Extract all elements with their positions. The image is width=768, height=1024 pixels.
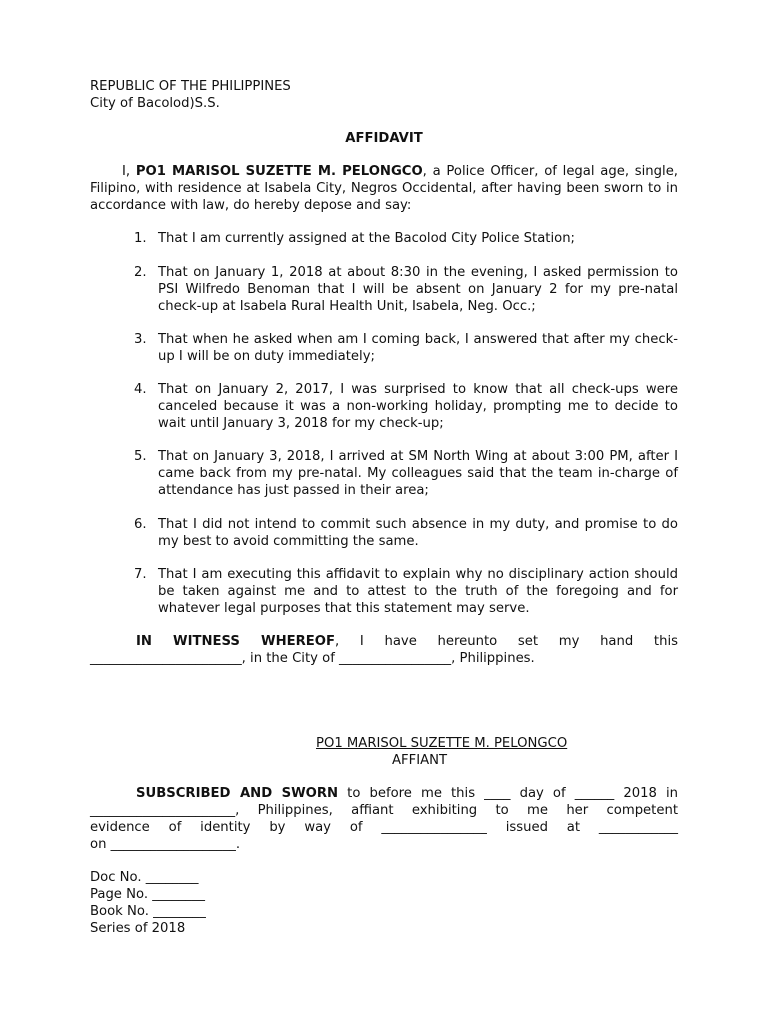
item-number: 3. [134,332,147,347]
witness-bold: IN WITNESS WHEREOF [136,634,335,649]
item-number: 2. [134,265,147,280]
witness-paragraph [90,633,678,667]
item-number: 4. [134,382,147,397]
item-number: 1. [134,231,147,246]
jurat-line-1 [90,785,678,802]
header-city: City of Bacolod)S.S. [90,96,220,111]
item-number: 7. [134,567,147,582]
header-republic: REPUBLIC OF THE PHILIPPINES [90,79,291,94]
list-item-5 [90,448,678,499]
jurat-paragraph [90,785,678,853]
item-number: 6. [134,517,147,532]
item-text: That I did not intend to commit such absence in my duty, and promise to do my best to avoid committing the same. [158,517,678,549]
list-item-6 [90,516,678,550]
notary-doc-no: Doc No. ________ [90,870,199,885]
witness-line-1 [90,633,678,650]
jurat-line-4: on ___________________. [90,837,241,852]
item-text: That on January 2, 2017, I was surprised to know that all check-ups were canceled because it was a non-working holiday, prompting me to decide to wait until January 3, 2018 for my check-up; [158,382,678,431]
signature-role: AFFIANT [392,753,448,768]
jurat-line-3: evidence of identity by way of ________________ issued at ____________ [90,820,678,835]
list-item-4 [90,381,678,432]
intro-rest: , a Police Officer, of legal age, single, Filipino, with residence at Isabela City, Negros Occidental, after having been sworn to in accordance with law, do hereby depose and say: [90,164,678,213]
intro-paragraph [90,163,678,214]
item-text: That on January 1, 2018 at about 8:30 in the evening, I asked permission to PSI Wilfredo Benoman that I will be absent on January 2 for my pre-natal check-up at Isabela Rural Health Unit, Isabela, Neg. Occ.; [158,265,678,314]
list-item-7 [90,566,678,617]
notary-block [90,869,678,937]
item-text: That I am currently assigned at the Bacolod City Police Station; [158,231,576,246]
header [90,78,678,112]
list-item-1 [90,230,678,247]
signature-name: PO1 MARISOL SUZETTE M. PELONGCO [316,736,568,751]
jurat-line-2: ______________________, Philippines, affiant exhibiting to me her competent [90,803,678,818]
item-text: That I am executing this affidavit to explain why no disciplinary action should be taken against me and to attest to the truth of the foregoing and for whatever legal purposes that this statement may serve. [158,567,678,616]
signature-block [316,735,646,769]
witness-rest: , I have hereunto set my hand this [335,634,678,649]
list-item-2 [90,264,678,315]
intro-lead: I, [122,164,136,179]
item-text: That on January 3, 2018, I arrived at SM North Wing at about 3:00 PM, after I came back from my pre-natal. My colleagues said that the team in-charge of attendance has just passed in their area; [158,449,678,498]
notary-book-no: Book No. ________ [90,904,206,919]
item-number: 5. [134,449,147,464]
witness-line-2: _______________________, in the City of _________________, Philippines. [90,651,535,666]
jurat-bold: SUBSCRIBED AND SWORN [136,786,339,801]
notary-page-no: Page No. ________ [90,887,205,902]
notary-series: Series of 2018 [90,921,186,936]
list-item-3 [90,331,678,365]
jurat-rest: to before me this ____ day of ______ 2018 in [338,786,678,801]
item-text: That when he asked when am I coming back, I answered that after my check-up I will be on duty immediately; [158,332,678,364]
affiant-name-inline: PO1 MARISOL SUZETTE M. PELONGCO [135,164,423,179]
document-title: AFFIDAVIT [345,131,423,146]
